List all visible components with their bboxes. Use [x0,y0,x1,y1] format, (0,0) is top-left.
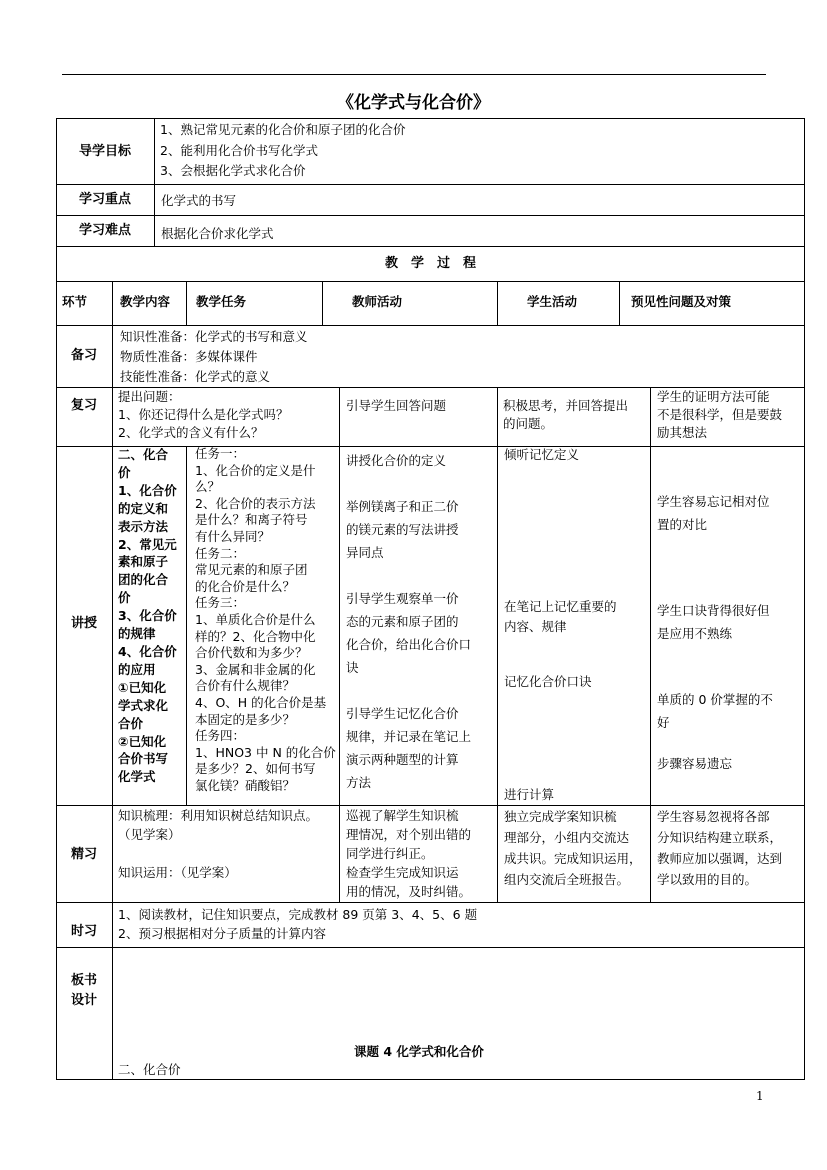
practice-problem [657,806,782,890]
task-line: 本固定的是多少？ [195,711,296,727]
header-stage: 环节 [62,294,88,309]
board-label-line: 板书 [70,973,97,988]
teach-content-line: 价 [118,464,131,480]
review-problem-line: 励其想法 [657,425,708,440]
practice-teacher-line: 用的情况，及时纠错。 [346,884,472,899]
header-content: 教学内容 [120,294,171,309]
task-line: 有什么异同？ [195,528,271,544]
prep-lines [120,327,308,387]
review-content [118,388,288,442]
teach-content [118,446,177,786]
teach-content-line: 的规律 [118,626,156,642]
prep-line: 技能性准备：化学式的意义 [120,369,271,384]
header-task: 教学任务 [196,294,247,309]
teach-content-line: 合价 [118,715,144,731]
difficulty-text: 根据化合价求化学式 [161,226,274,241]
prep-line: 知识性准备：化学式的书写和意义 [120,329,308,344]
teach-content-line: 1、化合价 [118,482,177,498]
teach-content-line: 2、常见元 [118,536,177,552]
problem-line: 单质的 0 价掌握的不 [657,692,773,707]
prep-label: 备习 [70,348,97,363]
task-line: 合价有什么规律？ [195,678,296,694]
teach-content-line: 4、化合价 [118,643,177,659]
practice-teacher-line: 巡视了解学生知识梳 [346,808,459,823]
teach-content-line: 学式求化 [118,697,169,713]
practice-problem-line: 分知识结构建立联系， [657,830,783,845]
page-number: 1 [756,1089,764,1103]
teach-problem-3 [657,688,773,734]
task-line: 任务四： [195,728,246,744]
task-line: 是多少？2、如何书写 [195,761,316,777]
review-problem-line: 学生的证明方法可能 [657,389,770,404]
review-label: 复习 [70,398,97,413]
page-title: 《化学式与化合价》 [337,93,490,113]
task-line: 氯化镁？硝酸铝？ [195,777,296,793]
task-line: 2、化合价的表示方法 [195,495,316,511]
header-teacher: 教师活动 [352,294,403,309]
practice-problem-line: 教师应加以强调，达到 [657,851,783,866]
teach-content-line: 团的化合 [118,572,169,588]
teacher-line: 规律，并记录在笔记上 [346,729,472,744]
practice-student-line: 成共识。完成知识运用， [504,851,642,866]
practice-line: 知识运用：（见学案） [118,865,237,880]
teach-content-line: 二、化合 [118,447,169,462]
key-point-text: 化学式的书写 [161,193,237,208]
task-line: 1、HNO3 中 N 的化合价 [195,744,336,760]
teach-content-line: 的应用 [118,661,156,677]
teach-problem-2 [657,599,770,645]
student-line: 内容、规律 [504,619,567,634]
teacher-line [346,472,471,495]
teacher-line: 引导学生观察单一价 [346,591,459,606]
practice-line: 知识梳理：利用知识树总结知识点。 [118,808,319,823]
teach-student-3: 记忆化合价口诀 [504,674,592,689]
header-problem: 预见性问题及对策 [631,294,732,309]
difficulty-label: 学习难点 [78,223,131,238]
goals-label: 导学目标 [78,144,131,159]
practice-student-line: 组内交流后全班报告。 [504,872,630,887]
review-student-line: 的问题。 [503,416,554,431]
teach-student-4: 进行计算 [504,787,555,802]
review-line: 提出问题： [118,389,181,404]
practice-line: （见学案） [118,827,181,842]
goal-item: 3、会根据化学式求化合价 [160,163,306,178]
review-line: 1、你还记得什么是化学式吗？ [118,407,289,422]
key-point-label: 学习重点 [78,192,131,207]
teach-content-line: 的定义和 [118,500,169,516]
teacher-line: 诀 [346,660,359,675]
task-line: 合价代数和为多少？ [195,645,308,661]
teach-tasks [195,446,336,794]
teach-content-line: 表示方法 [118,518,169,534]
review-teacher: 引导学生回答问题 [346,398,447,413]
practice-teacher-line: 同学进行纠正。 [346,846,434,861]
teacher-line: 化合价，给出化合价口 [346,637,472,652]
task-line: 3、金属和非金属的化 [195,661,316,677]
practice-problem-line: 学生容易忽视将各部 [657,809,770,824]
task-line: 任务一： [195,446,246,461]
teacher-line [346,679,471,702]
task-line: 是什么？和离子符号 [195,512,308,528]
teach-problem-4: 步骤容易遗忘 [657,756,733,771]
problem-line: 是应用不熟练 [657,626,733,641]
teach-content-line: 价 [118,590,131,606]
teach-student-1: 倾听记忆定义 [504,447,580,462]
teach-label: 讲授 [70,616,97,631]
task-line: 4、O、H 的化合价是基 [195,694,327,710]
teacher-line: 讲授化合价的定义 [346,453,447,468]
practice-problem-line: 学以致用的目的。 [657,872,758,887]
board-title: 课题 4 化学式和化合价 [354,1044,484,1059]
homework-line: 2、预习根据相对分子质量的计算内容 [118,926,326,941]
practice-label: 精习 [70,847,97,862]
board-label [56,971,112,1011]
problem-line: 好 [657,715,670,730]
teach-content-line: 合价书写 [118,751,169,767]
problem-line: 学生容易忘记相对位 [657,494,770,509]
teacher-line [346,564,471,587]
task-line: 的化合价是什么？ [195,578,296,594]
practice-content [118,806,318,882]
practice-student-line: 独立完成学案知识梳 [504,809,617,824]
process-title: 教 学 过 程 [384,256,476,271]
review-problem-line: 不是很科学，但是要鼓 [657,407,783,422]
teacher-line: 演示两种题型的计算 [346,752,459,767]
teacher-line: 的镁元素的写法讲授 [346,522,459,537]
teach-content-line: 素和原子 [118,554,169,570]
task-line: 常见元素的和原子团 [195,562,308,578]
practice-student-line: 理部分，小组内交流达 [504,830,630,845]
review-student-line: 积极思考，并回答提出 [503,398,629,413]
task-line: 么？ [195,479,221,495]
teach-problem-1 [657,490,770,536]
homework-line: 1、阅读教材，记住知识要点，完成教材 89 页第 3、4、5、6 题 [118,907,478,922]
teacher-line: 方法 [346,775,372,790]
review-line: 2、化学式的含义有什么？ [118,425,264,440]
teacher-line: 举例镁离子和正二价 [346,499,459,514]
review-problem [657,388,782,442]
teacher-line: 引导学生记忆化合价 [346,706,459,721]
homework-label: 时习 [70,924,97,939]
practice-teacher [346,806,471,901]
problem-line: 学生口诀背得很好但 [657,603,770,618]
goal-item: 2、能利用化合价书写化学式 [160,143,318,158]
student-line: 在笔记上记忆重要的 [504,599,617,614]
board-line: 二、化合价 [118,1062,181,1077]
practice-line [118,844,318,863]
practice-teacher-line: 理情况，对个别出错的 [346,827,472,842]
teach-content-line: 化学式 [118,769,156,785]
task-line: 样的？2、化合物中化 [195,628,316,644]
task-line: 任务三： [195,595,246,611]
review-student [503,397,628,433]
task-line: 1、单质化合价是什么 [195,611,316,627]
teach-teacher [346,449,471,794]
teach-content-line: ②已知化 [118,733,167,749]
task-line: 1、化合价的定义是什 [195,462,316,478]
header-student: 学生活动 [527,294,578,309]
problem-line: 置的对比 [657,517,708,532]
teacher-line: 态的元素和原子团的 [346,614,459,629]
homework-lines [118,905,477,943]
teach-content-line: 3、化合价 [118,608,177,624]
teach-content-line: ①已知化 [118,679,167,695]
goal-item: 1、熟记常见元素的化合价和原子团的化合价 [160,122,406,137]
practice-teacher-line: 检查学生完成知识运 [346,865,459,880]
header-rule [62,74,766,75]
prep-line: 物质性准备：多媒体课件 [120,349,258,364]
teach-student-2 [504,597,617,637]
goals-list [160,121,405,180]
board-label-line: 设计 [70,993,97,1008]
teacher-line: 异同点 [346,545,384,560]
practice-student [504,806,642,890]
task-line: 任务二： [195,545,246,561]
